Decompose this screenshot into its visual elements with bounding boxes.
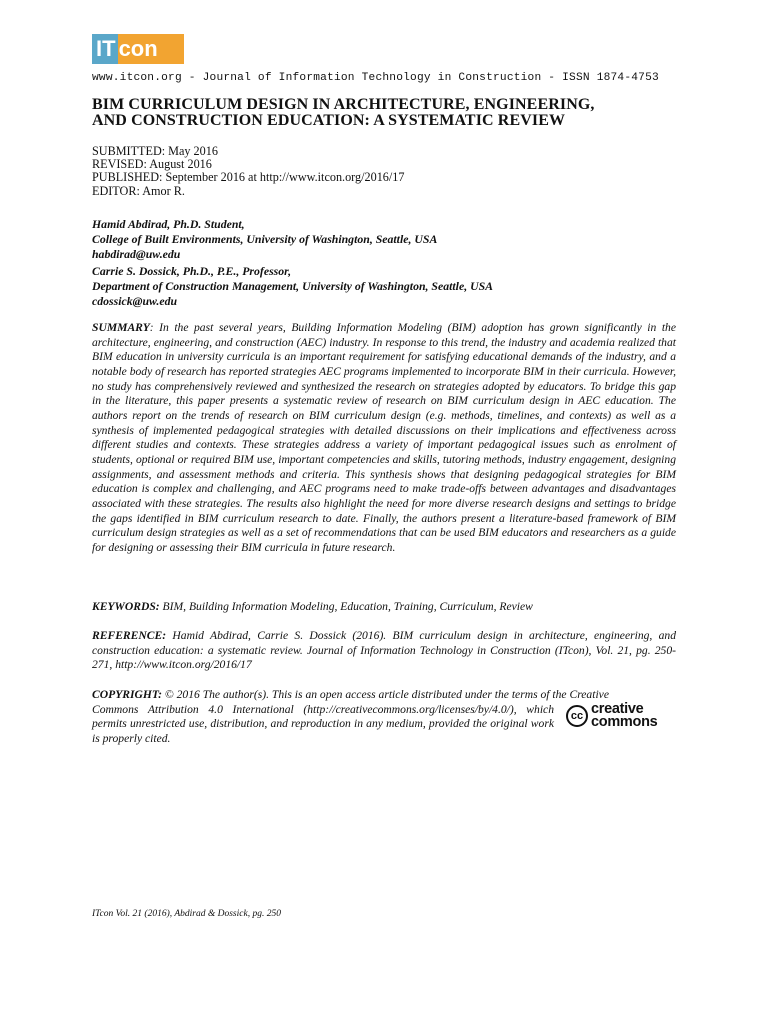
logo-part-it: IT: [92, 34, 118, 64]
cc-badge-icon: cc: [566, 705, 588, 727]
logo-part-con: con: [118, 36, 158, 61]
copyright-first-line: [92, 688, 676, 703]
keywords-text: BIM, Building Information Modeling, Education, Training, Curriculum, Review: [159, 600, 533, 613]
copyright-line1: © 2016 The author(s). This is an open access article distributed under the terms of the Creative: [162, 688, 609, 701]
cc-word-creative: creative: [591, 701, 644, 717]
reference-text: Hamid Abdirad, Carrie S. Dossick (2016). BIM curriculum design in architecture, engineering, and construction education: a systematic review. Journal of Information Technology in Construction (ITcon), Vol. 21, pg. 250-271, http://www.itcon.org/2016/17: [92, 629, 676, 672]
author-email[interactable]: habdirad@uw.edu: [92, 247, 181, 261]
reference-paragraph: [92, 629, 676, 673]
creative-commons-logo: [566, 703, 657, 728]
author-affiliation: College of Built Environments, University of Washington, Seattle, USA: [92, 232, 438, 246]
summary-text: : In the past several years, Building Information Modeling (BIM) adoption has grown significantly in the architecture, engineering, and construction (AEC) industry. In response to this trend, the industry and academia realized that BIM education in university curricula is an important requirement for satisfying educational demands of the industry, and a notable body of research has reported strategies AEC programs implemented to incorporate BIM in their curricula. However, no study has comprehensively reviewed and synthesized the research on strategies adopted by educators. To bridge this gap in the literature, this paper presents a systematic review of research on BIM curriculum design in AEC education. The authors report on the trends of research on BIM curriculum design (e.g. methods, timelines, and contexts) as well as a synthesis of implemented pedagogical strategies with detailed discussions on their implications and effectiveness across different studies and contexts. These strategies address a variety of important pedagogical issues such as enrolment of students, optional or required BIM use, important competencies and skills, tutoring methods, industry engagement, designing assignments, and assessment methods and criteria. This synthesis shows that designing pedagogical strategies for BIM education is complex and challenging, and AEC programs need to make trade-offs between advantages and disadvantages associated with these strategies. The results also highlight the need for more diverse research designs and settings to bridge the gaps identified in BIM curriculum research to date. Finally, the authors present a literature-based framework of BIM curriculum design strategies as well as a set of recommendations that can be used BIM educators and researchers as a guide for designing or assessing their BIM curricula in future research.: [92, 321, 676, 554]
copyright-rest: Commons Attribution 4.0 International (http://creativecommons.org/licenses/by/4.0/), which permits unrestricted use, distribution, and reproduction in any medium, provided the original work is properly cited.: [92, 702, 554, 745]
author-affiliation: Department of Construction Management, University of Washington, Seattle, USA: [92, 279, 494, 293]
submitted-date: SUBMITTED: May 2016: [92, 144, 218, 158]
cc-word-commons: commons: [591, 713, 658, 730]
publication-meta: [92, 145, 404, 198]
published-date: PUBLISHED: September 2016 at http://www.itcon.org/2016/17: [92, 170, 405, 185]
author-name: Hamid Abdirad, Ph.D. Student,: [92, 217, 245, 231]
author-email[interactable]: cdossick@uw.edu: [92, 294, 178, 308]
reference-label: REFERENCE:: [92, 629, 167, 642]
paper-title: [92, 97, 682, 129]
journal-line: www.itcon.org - Journal of Information Technology in Construction - ISSN 1874-4753: [92, 72, 659, 84]
page-footer: ITcon Vol. 21 (2016), Abdirad & Dossick, pg. 250: [92, 909, 281, 919]
summary-label: SUMMARY: [92, 321, 150, 334]
title-line-2: AND CONSTRUCTION EDUCATION: A SYSTEMATIC REVIEW: [92, 112, 566, 129]
author-block: [92, 217, 437, 262]
editor: EDITOR: Amor R.: [92, 183, 185, 198]
revised-date: REVISED: August 2016: [92, 157, 212, 172]
copyright-label: COPYRIGHT:: [92, 688, 162, 701]
author-name: Carrie S. Dossick, Ph.D., P.E., Professor,: [92, 264, 292, 278]
author-block: [92, 264, 493, 309]
keywords-label: KEYWORDS:: [92, 600, 160, 613]
itcon-logo: [92, 34, 184, 64]
title-line-1: BIM CURRICULUM DESIGN IN ARCHITECTURE, ENGINEERING,: [92, 96, 595, 113]
summary-paragraph: [92, 321, 676, 556]
cc-wordmark: [591, 703, 657, 728]
keywords-paragraph: [92, 600, 676, 615]
